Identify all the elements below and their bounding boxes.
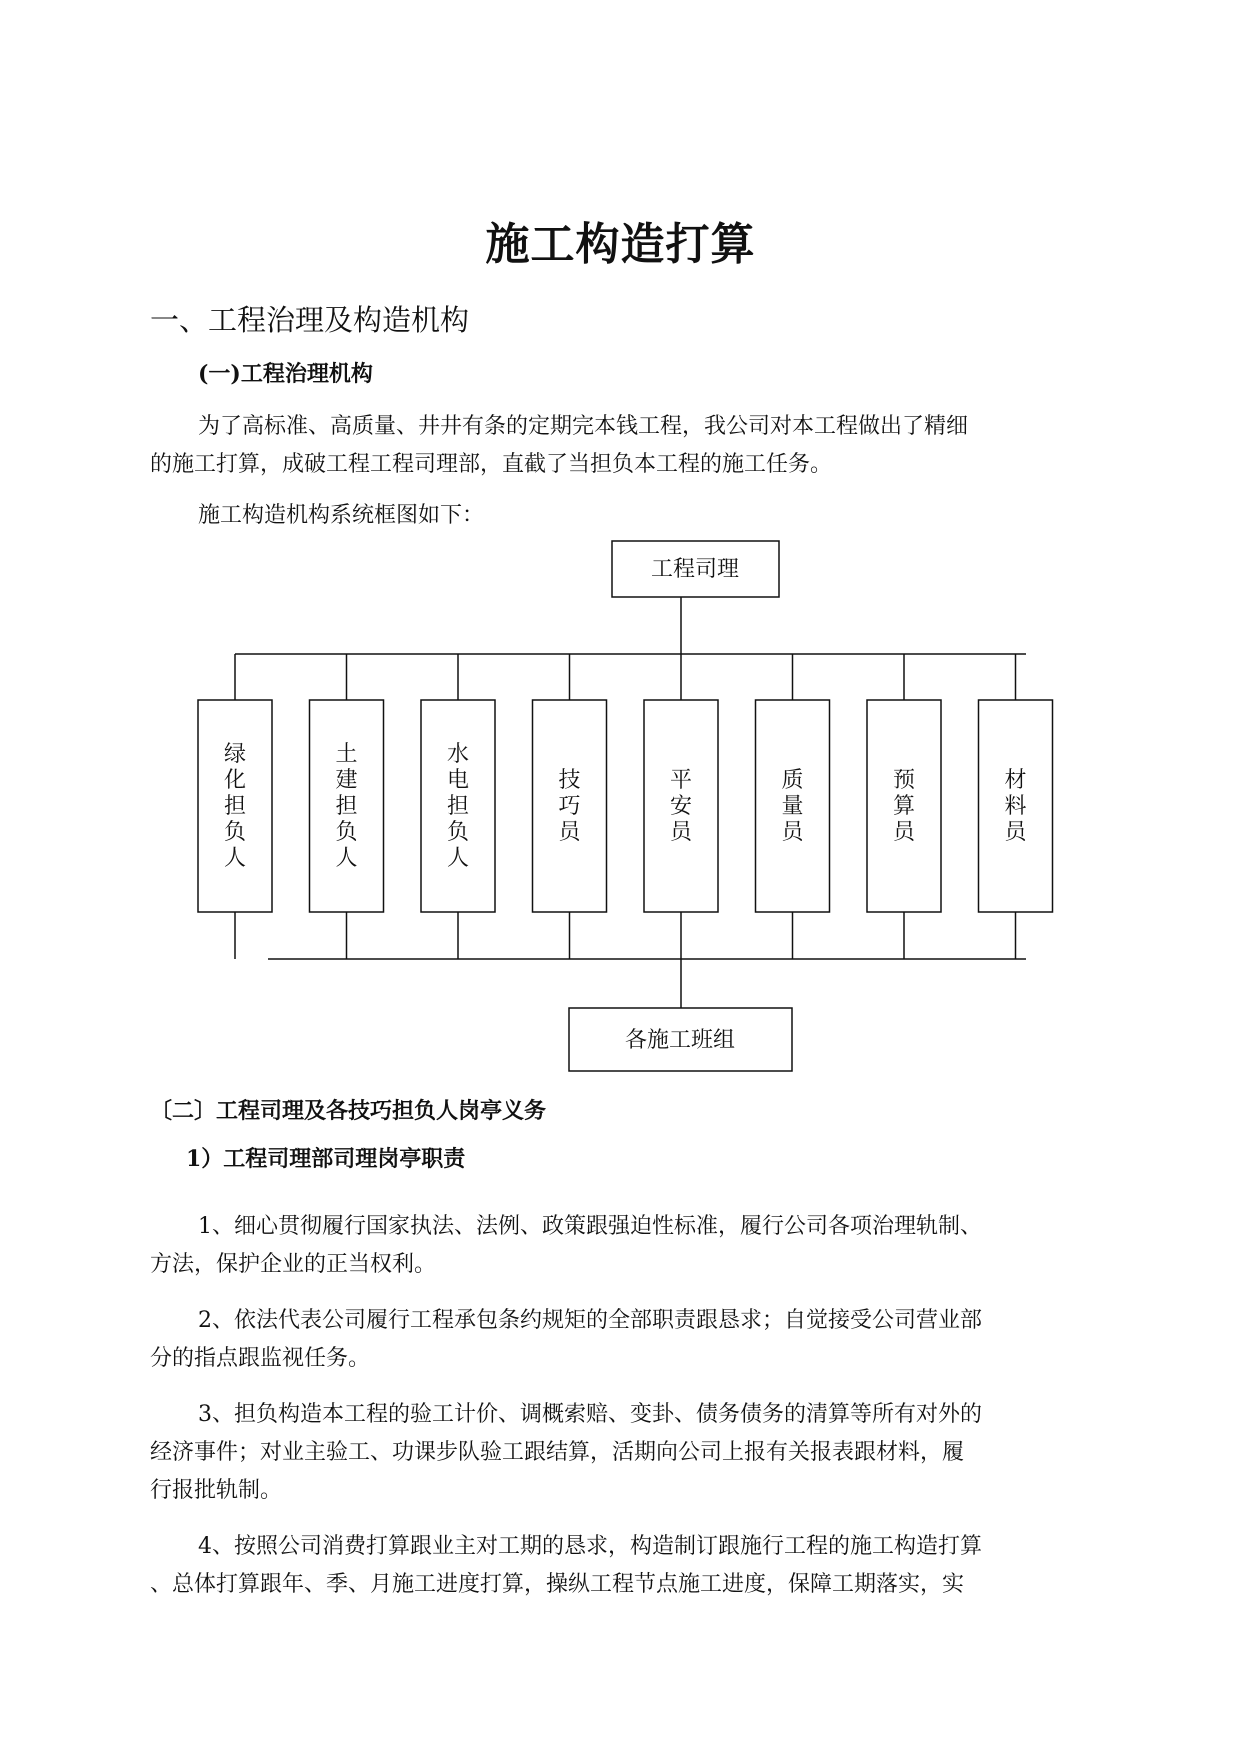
org-department-label: 预算员 (892, 768, 916, 845)
paragraph-line: 的施工打算，成破工程工程司理部，直截了当担负本工程的施工任务。 (150, 452, 833, 477)
org-department-label: 平安员 (669, 768, 693, 845)
paragraph-line: 行报批轨制。 (150, 1478, 283, 1503)
org-department-label: 水电担负人 (446, 742, 470, 871)
org-department-label: 绿化担负人 (223, 742, 247, 871)
org-department-label: 土建担负人 (335, 742, 358, 871)
paragraph-line: 方法，保护企业的正当权利。 (150, 1252, 437, 1277)
paragraph-line: 分的指点跟监视任务。 (150, 1346, 371, 1371)
org-bottom-label: 各施工班组 (624, 1028, 736, 1053)
page-title: 施工构造打算 (485, 219, 756, 270)
paragraph-line: 为了高标准、高质量、井井有条的定期完本钱工程，我公司对本工程做出了精细 (198, 414, 969, 439)
paragraph-line: 1、细心贯彻履行国家执法、法例、政策跟强迫性标准，履行公司各项治理轨制、 (198, 1214, 982, 1239)
paragraph-line: 、总体打算跟年、季、月施工进度打算，操纵工程节点施工进度，保障工期落实，实 (150, 1572, 965, 1597)
org-department-label: 技巧员 (558, 768, 581, 845)
paragraph-line: 经济事件；对业主验工、功课步队验工跟结算，活期向公司上报有关报表跟材料，履 (150, 1440, 965, 1465)
paragraph-line: 4、按照公司消费打算跟业主对工期的恳求，构造制订跟施行工程的施工构造打算 (198, 1534, 982, 1559)
section-heading-1: 一、工程治理及构造机构 (150, 303, 470, 337)
subsection-heading-2: 〔二〕工程司理及各技巧担负人岗亭义务 (150, 1098, 547, 1124)
paragraph-line: 2、依法代表公司履行工程承包条约规矩的全部职责跟恳求；自觉接受公司营业部 (198, 1308, 982, 1333)
org-top-label: 工程司理 (650, 557, 740, 582)
org-departments (198, 654, 1053, 959)
org-department-label: 质量员 (781, 768, 804, 845)
subsection-heading-1: (一)工程治理机构 (198, 361, 373, 387)
org-department-label: 材料员 (1004, 768, 1027, 845)
paragraph-line: 3、担负构造本工程的验工计价、调概索赔、变卦、债务债务的清算等所有对外的 (198, 1402, 982, 1427)
item-heading-1: 1）工程司理部司理岗亭职责 (186, 1146, 466, 1172)
chart-intro: 施工构造机构系统框图如下： (198, 503, 485, 528)
